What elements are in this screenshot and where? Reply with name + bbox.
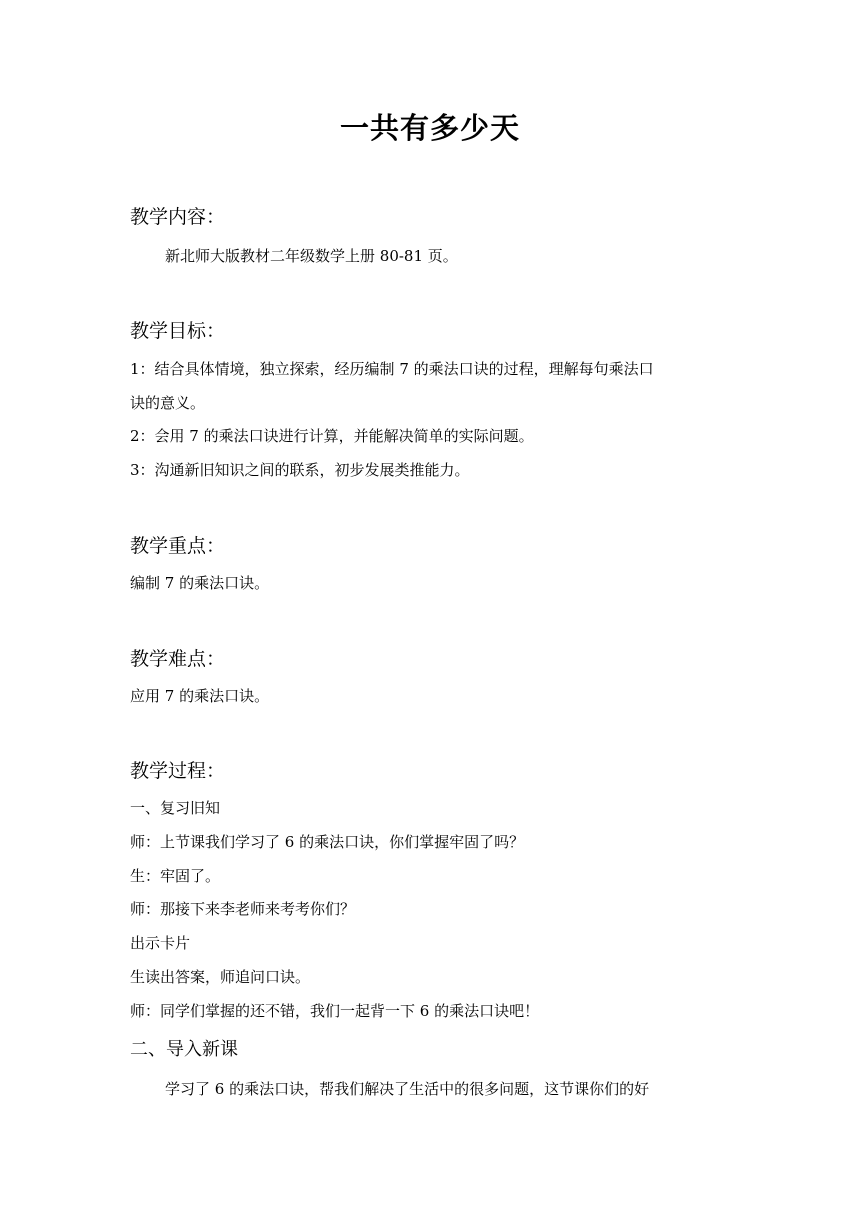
goal-item-1: 1：结合具体情境，独立探索，经历编制 7 的乘法口诀的过程，理解每句乘法口: [130, 360, 654, 378]
goal-item-2: 2：会用 7 的乘法口诀进行计算，并能解决简单的实际问题。: [130, 427, 534, 445]
process-line: 生：牢固了。: [130, 867, 221, 885]
document-title: 一共有多少天: [339, 111, 520, 145]
process-line: 生读出答案，师追问口诀。: [130, 968, 311, 986]
goal-item-3: 3：沟通新旧知识之间的联系，初步发展类推能力。: [130, 461, 470, 479]
section-heading-goals: 教学目标：: [130, 320, 226, 342]
section-heading-process: 教学过程：: [130, 760, 226, 782]
section-heading-difficulty: 教学难点：: [130, 648, 226, 670]
key-point-text: 编制 7 的乘法口诀。: [130, 574, 270, 592]
process-part2-text: 学习了 6 的乘法口诀，帮我们解决了生活中的很多问题，这节课你们的好: [165, 1080, 650, 1098]
process-line: 师：同学们掌握的还不错，我们一起背一下 6 的乘法口诀吧！: [130, 1002, 540, 1020]
content-text: 新北师大版教材二年级数学上册 80-81 页。: [165, 247, 458, 265]
process-line: 师：那接下来李老师来考考你们？: [130, 900, 356, 918]
goal-item-1-cont: 诀的意义。: [130, 394, 206, 412]
section-heading-key-point: 教学重点：: [130, 535, 226, 557]
process-line: 出示卡片: [130, 934, 191, 952]
process-part1-title: 一、复习旧知: [130, 799, 221, 817]
process-part2-title: 二、导入新课: [130, 1039, 238, 1060]
section-heading-content: 教学内容：: [130, 206, 226, 228]
process-line: 师：上节课我们学习了 6 的乘法口诀，你们掌握牢固了吗？: [130, 833, 525, 851]
difficulty-text: 应用 7 的乘法口诀。: [130, 687, 270, 705]
